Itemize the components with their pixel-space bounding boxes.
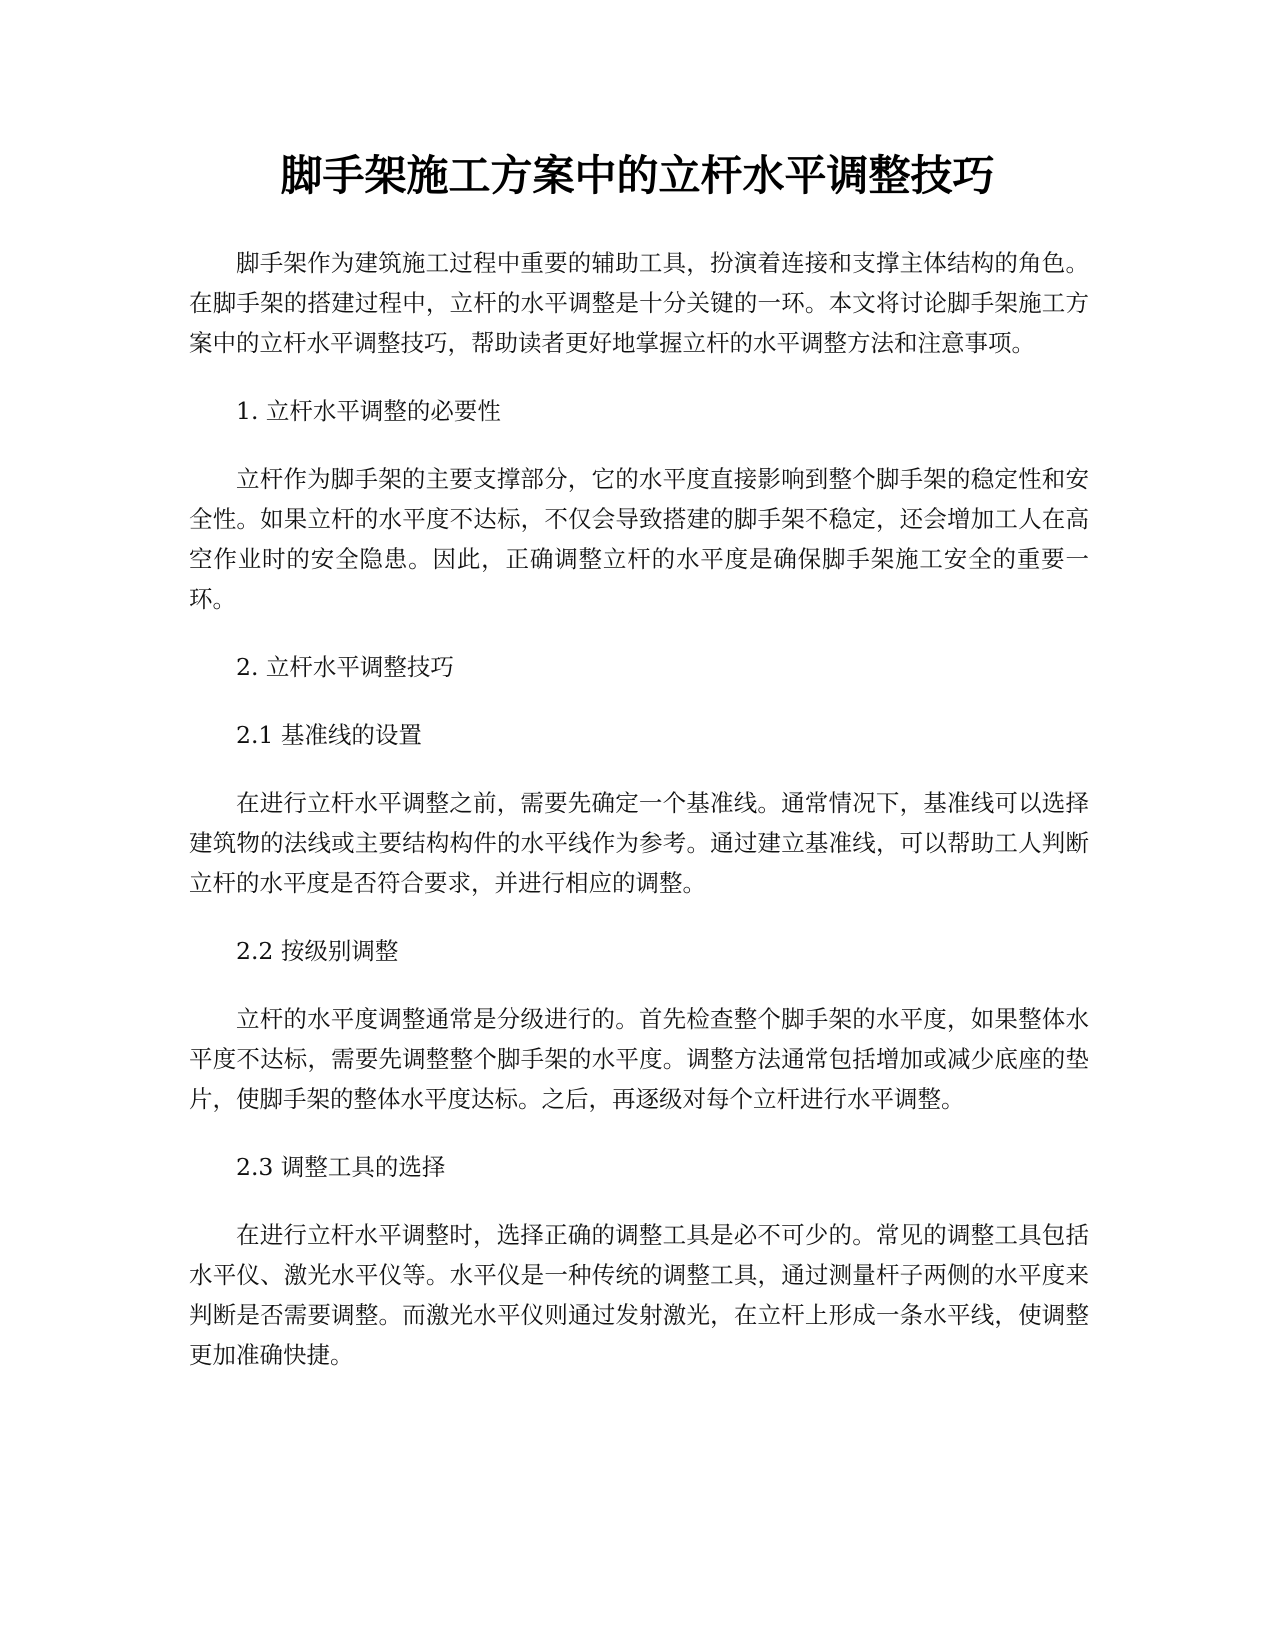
subsection-heading-2-2: 2.2 按级别调整 xyxy=(236,937,399,965)
subsection-2-1-paragraph: 在进行立杆水平调整之前，需要先确定一个基准线。通常情况下，基准线可以选择建筑物的法线或主要结构构件的水平线作为参考。通过建立基准线，可以帮助工人判断立杆的水平度是否符合要求，并进行相应的调整。 xyxy=(189,789,1089,897)
intro-paragraph: 脚手架作为建筑施工过程中重要的辅助工具，扮演着连接和支撑主体结构的角色。在脚手架的搭建过程中，立杆的水平调整是十分关键的一环。本文将讨论脚手架施工方案中的立杆水平调整技巧，帮助读者更好地掌握立杆的水平调整方法和注意事项。 xyxy=(189,249,1089,357)
subsection-2-3-paragraph: 在进行立杆水平调整时，选择正确的调整工具是必不可少的。常见的调整工具包括水平仪、激光水平仪等。水平仪是一种传统的调整工具，通过测量杆子两侧的水平度来判断是否需要调整。而激光水平仪则通过发射激光，在立杆上形成一条水平线，使调整更加准确快捷。 xyxy=(189,1221,1089,1369)
subsection-heading-2-1: 2.1 基准线的设置 xyxy=(236,721,422,749)
document-body xyxy=(189,243,1089,1403)
section-heading-1: 1. 立杆水平调整的必要性 xyxy=(236,397,501,425)
section-1-paragraph: 立杆作为脚手架的主要支撑部分，它的水平度直接影响到整个脚手架的稳定性和安全性。如果立杆的水平度不达标，不仅会导致搭建的脚手架不稳定，还会增加工人在高空作业时的安全隐患。因此，正确调整立杆的水平度是确保脚手架施工安全的重要一环。 xyxy=(189,465,1089,613)
subsection-heading-2-3: 2.3 调整工具的选择 xyxy=(236,1153,446,1181)
subsection-2-2-paragraph: 立杆的水平度调整通常是分级进行的。首先检查整个脚手架的水平度，如果整体水平度不达标，需要先调整整个脚手架的水平度。调整方法通常包括增加或减少底座的垫片，使脚手架的整体水平度达标。之后，再逐级对每个立杆进行水平调整。 xyxy=(189,1005,1089,1113)
page-title: 脚手架施工方案中的立杆水平调整技巧 xyxy=(280,151,995,200)
section-heading-2: 2. 立杆水平调整技巧 xyxy=(236,653,454,681)
